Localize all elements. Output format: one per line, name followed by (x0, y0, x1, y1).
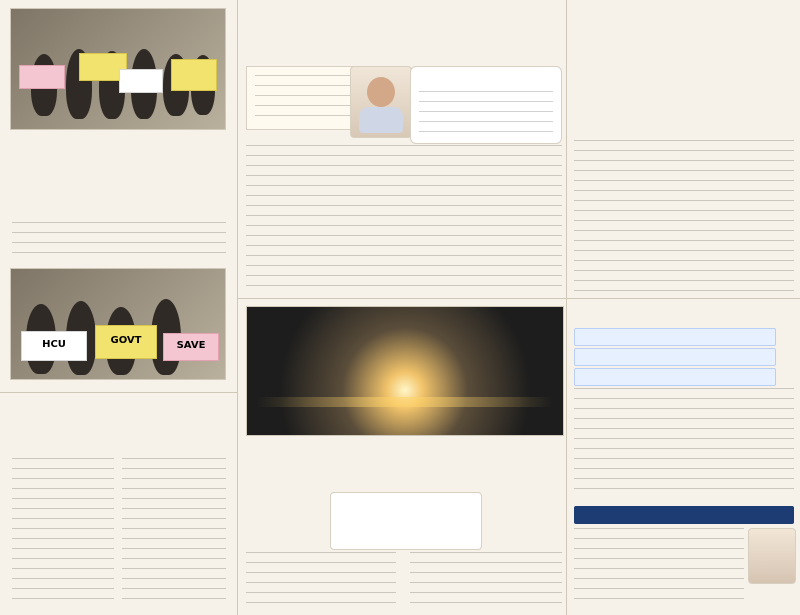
right-lower-chip-3 (574, 368, 776, 386)
top-left-photo-caption (12, 130, 222, 142)
protest-sign-bottom-mid (95, 325, 157, 359)
divider-left (237, 0, 238, 615)
right-bottom-portrait (748, 528, 796, 584)
protest-sign-bottom-left (21, 331, 87, 361)
candle-rally-quote-box (330, 492, 482, 550)
protest-sign-text-3: SAVE (176, 340, 206, 351)
center-story-body (246, 145, 562, 295)
candle-rally-body-left (246, 552, 396, 608)
right-lower-chip-1 (574, 328, 776, 346)
protest-sign-bottom-right (163, 333, 219, 361)
quote-line-3 (331, 499, 481, 505)
speech-bubble-lines (419, 91, 553, 137)
left-mid-photo (10, 268, 226, 380)
portrait-face (367, 77, 395, 107)
candle-rally-photo (246, 306, 564, 436)
top-left-photo (10, 8, 226, 130)
speech-bubble-title (411, 67, 561, 75)
portrait (350, 66, 412, 138)
protest-sign-mid (119, 69, 163, 93)
center-left-bullets (255, 75, 365, 123)
right-lower-chip-2 (574, 348, 776, 366)
main-headline (246, 10, 794, 62)
candle-glow-line (257, 397, 553, 407)
divider-right (566, 0, 567, 615)
protest-sign-text-1: HCU (42, 339, 66, 350)
protest-sign-left (19, 65, 65, 89)
portrait-body (359, 107, 403, 133)
divider-horizontal-left (0, 392, 237, 393)
candle-rally-body-right (410, 552, 562, 608)
right-bottom-body (574, 528, 744, 608)
protest-sign-right (171, 59, 217, 91)
right-lower-body (574, 388, 794, 498)
right-feature-body (574, 140, 794, 296)
right-bottom-title-bar (574, 506, 794, 524)
divider-horizontal-center (237, 298, 800, 299)
protest-sign-text-2: GOVT (110, 335, 142, 346)
speech-bubble (410, 66, 562, 144)
